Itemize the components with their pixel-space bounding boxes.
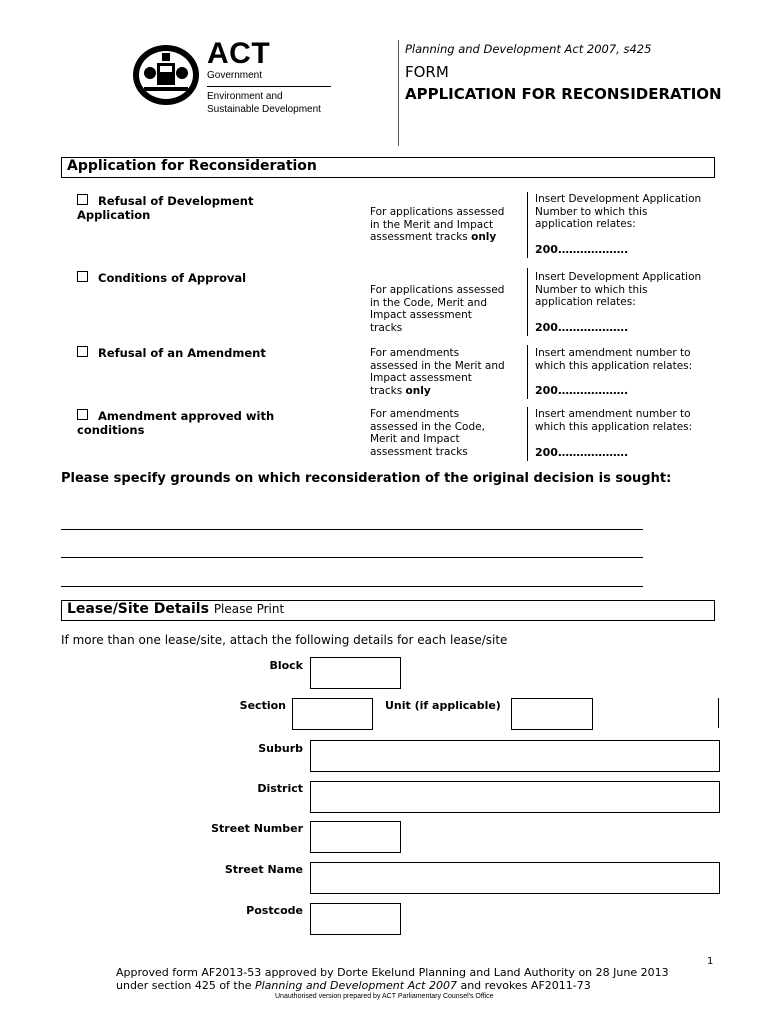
- option-label-cont: Application: [77, 208, 151, 222]
- column-separator: [527, 268, 528, 336]
- form-title: APPLICATION FOR RECONSIDERATION: [405, 85, 722, 103]
- desc-emphasis: only: [405, 384, 431, 397]
- act-government-logo: [207, 37, 331, 116]
- checkbox-icon[interactable]: [77, 409, 88, 420]
- insert-line: Insert amendment number to: [535, 408, 691, 420]
- desc-line: tracks: [370, 384, 406, 397]
- unit-input[interactable]: [511, 698, 593, 730]
- grounds-line[interactable]: [61, 557, 643, 558]
- option-label-cont: conditions: [77, 423, 145, 437]
- desc-emphasis: only: [471, 231, 497, 243]
- checkbox-icon[interactable]: [77, 194, 88, 205]
- desc-line: Impact assessment: [370, 372, 472, 384]
- section-label: Section: [239, 699, 286, 712]
- logo-act: ACT: [207, 37, 271, 70]
- grounds-line[interactable]: [61, 586, 643, 587]
- insert-instruction: [535, 193, 721, 231]
- da-number-field[interactable]: 200……………….: [535, 321, 629, 334]
- insert-line: Number to which this: [535, 283, 648, 296]
- option-label: Refusal of an Amendment: [98, 346, 266, 360]
- logo-department-line1: Environment and: [207, 91, 283, 102]
- insert-line: which this application relates:: [535, 420, 693, 433]
- option-amendment-with-conditions[interactable]: [77, 409, 274, 437]
- postcode-label: Postcode: [246, 904, 303, 917]
- column-separator: [527, 192, 528, 258]
- option-label: Conditions of Approval: [98, 271, 247, 285]
- option-description: [370, 206, 522, 244]
- desc-line: assessment tracks: [370, 231, 472, 243]
- option-description: [370, 347, 522, 397]
- column-separator: [527, 345, 528, 399]
- desc-line: assessed in the Merit and: [370, 359, 505, 372]
- district-label: District: [257, 782, 303, 795]
- application-section-header: [61, 157, 715, 178]
- lease-note: If more than one lease/site, attach the following details for each lease/site: [61, 633, 508, 647]
- lease-section-header: [61, 600, 715, 621]
- street-name-input[interactable]: [310, 862, 720, 894]
- option-description: [370, 408, 522, 458]
- insert-line: Number to which this: [535, 205, 648, 218]
- unauthorised-notice: Unauthorised version prepared by ACT Parliamentary Counsel's Office: [275, 993, 494, 1000]
- option-conditions-of-approval[interactable]: [77, 271, 246, 285]
- approval-footer: [116, 967, 669, 992]
- desc-line: assessed in the Code,: [370, 420, 485, 433]
- suburb-input[interactable]: [310, 740, 720, 772]
- street-number-input[interactable]: [310, 821, 401, 853]
- logo-department-line2: Sustainable Development: [207, 104, 321, 115]
- insert-line: application relates:: [535, 296, 636, 308]
- checkbox-icon[interactable]: [77, 271, 88, 282]
- insert-instruction: [535, 408, 721, 433]
- application-section-title: Application for Reconsideration: [67, 158, 317, 174]
- column-separator: [527, 407, 528, 461]
- unit-label: Unit (if applicable): [385, 699, 501, 712]
- desc-line: tracks: [370, 321, 403, 334]
- insert-instruction: [535, 271, 721, 309]
- act-reference: Planning and Development Act 2007, s425: [405, 42, 652, 56]
- lease-section-title: [67, 601, 284, 617]
- header-divider: [398, 40, 399, 146]
- desc-line: in the Code, Merit and: [370, 296, 487, 309]
- logo-rule: [207, 86, 331, 87]
- option-refusal-da[interactable]: [77, 194, 254, 222]
- amendment-number-field[interactable]: 200……………….: [535, 384, 629, 397]
- footer-text: under section 425 of the: [116, 978, 255, 992]
- option-description: [370, 284, 522, 334]
- district-input[interactable]: [310, 781, 720, 813]
- page-number: 1: [707, 956, 714, 967]
- block-input[interactable]: [310, 657, 401, 689]
- desc-line: For applications assessed: [370, 284, 505, 296]
- checkbox-icon[interactable]: [77, 346, 88, 357]
- desc-line: Merit and Impact: [370, 433, 460, 445]
- option-label: Amendment approved with: [98, 409, 275, 423]
- logo-government: Government: [207, 70, 263, 81]
- act-coat-of-arms-icon: [131, 43, 201, 107]
- insert-instruction: [535, 347, 721, 372]
- desc-line: in the Merit and Impact: [370, 218, 494, 231]
- desc-line: Impact assessment: [370, 309, 472, 321]
- option-label: Refusal of Development: [98, 194, 254, 208]
- suburb-label: Suburb: [258, 742, 303, 755]
- insert-line: Insert Development Application: [535, 271, 702, 283]
- street-name-label: Street Name: [224, 863, 303, 876]
- desc-line: assessment tracks: [370, 445, 468, 458]
- desc-line: For amendments: [370, 347, 460, 359]
- insert-line: Insert amendment number to: [535, 347, 691, 359]
- lease-heading: Lease/Site Details: [67, 601, 209, 617]
- footer-line1: Approved form AF2013-53 approved by Dorte Ekelund Planning and Land Authority on 28 June 2013: [116, 966, 669, 979]
- street-number-label: Street Number: [211, 822, 303, 835]
- footer-line2: [116, 980, 669, 993]
- option-refusal-amendment[interactable]: [77, 346, 266, 360]
- postcode-input[interactable]: [310, 903, 401, 935]
- grounds-question: Please specify grounds on which reconsideration of the original decision is sought:: [61, 471, 672, 486]
- field-edge: [718, 698, 719, 728]
- amendment-number-field[interactable]: 200……………….: [535, 446, 629, 459]
- footer-act-name: Planning and Development Act 2007: [254, 978, 457, 992]
- insert-line: application relates:: [535, 218, 636, 230]
- desc-line: For applications assessed: [370, 206, 505, 218]
- insert-line: Insert Development Application: [535, 193, 702, 205]
- lease-subheading: Please Print: [213, 602, 285, 616]
- footer-text: and revokes AF2011-73: [456, 978, 591, 992]
- da-number-field[interactable]: 200……………….: [535, 243, 629, 256]
- grounds-line[interactable]: [61, 529, 643, 530]
- section-input[interactable]: [292, 698, 373, 730]
- block-label: Block: [269, 659, 303, 672]
- insert-line: which this application relates:: [535, 359, 693, 372]
- desc-line: For amendments: [370, 408, 460, 420]
- form-label: FORM: [405, 63, 449, 81]
